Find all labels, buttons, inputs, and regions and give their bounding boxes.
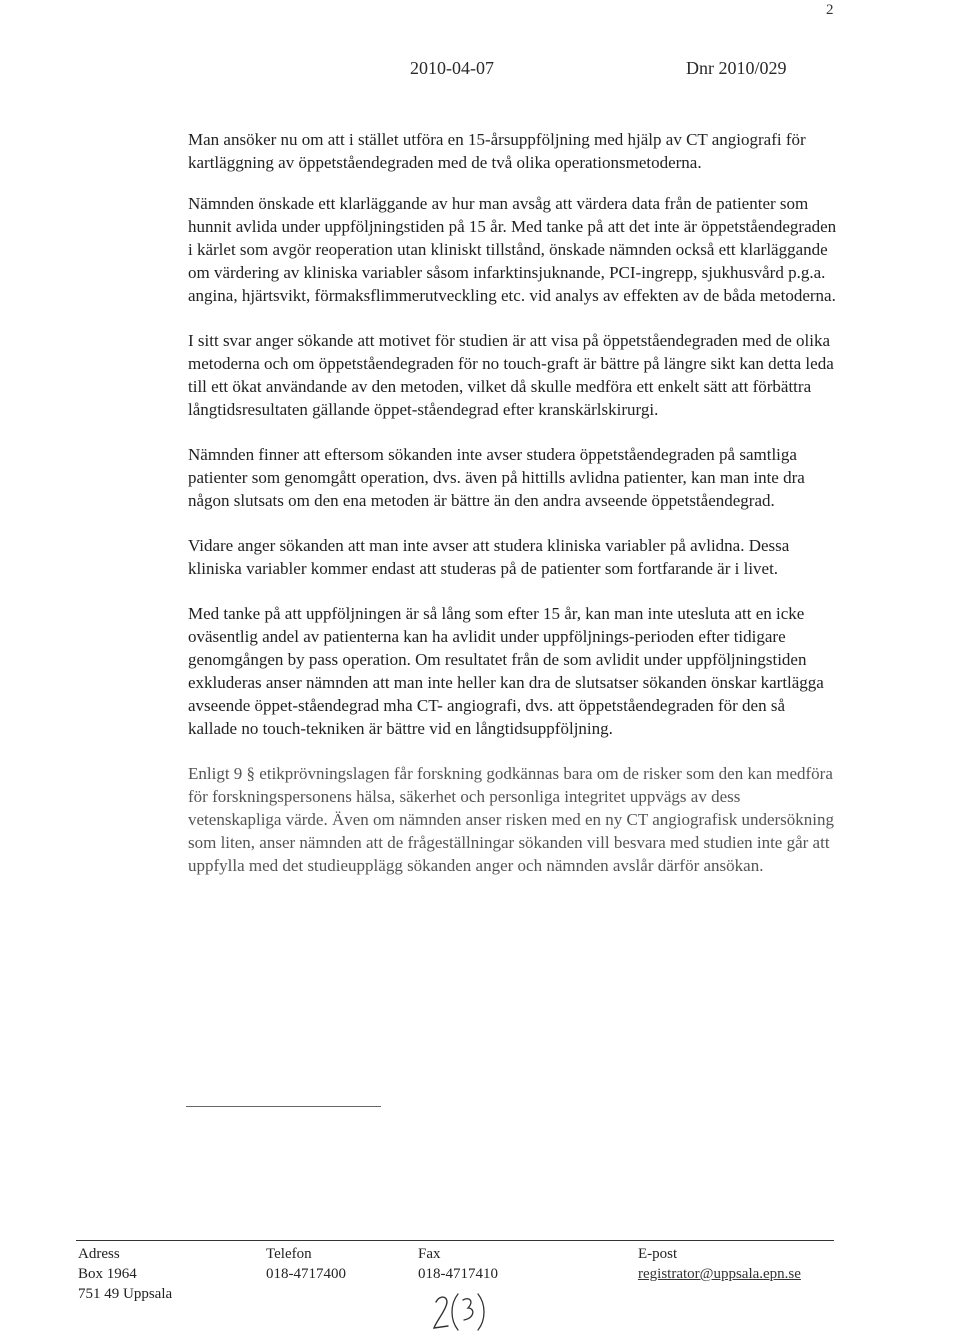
footer-email-label: E-post bbox=[638, 1246, 678, 1262]
paragraph-2: Nämnden önskade ett klarläggande av hur man avsåg att värdera data från de patienter som hunnit avlida under uppföljningstiden på 15 år. Med tanke på att det inte är öppetståendegraden i kärlet som avgör reoperation utan kliniskt tillstånd, önskade nämnden också ett klarläggande om värdering av kliniska variabler såsom infarktinsjuknande, PCI-ingrepp, sjukhusvård p.g.a. angina, hjärtsvikt, förmaksflimmerutveckling etc. vid analys av effekten av de båda metoderna. bbox=[188, 194, 837, 305]
footer-fax-value: 018-4717410 bbox=[418, 1266, 498, 1282]
footer-address-label: Adress bbox=[78, 1246, 120, 1262]
signature-line bbox=[186, 1106, 381, 1107]
paragraph-1: Man ansöker nu om att i stället utföra en 15-årsuppföljning med hjälp av CT angiografi för kartläggning av öppetståendegraden med de två olika operationsmetoderna. bbox=[188, 130, 806, 172]
footer-address-line1: Box 1964 bbox=[78, 1266, 137, 1282]
footer-divider bbox=[76, 1240, 834, 1241]
footer-fax-label: Fax bbox=[418, 1246, 441, 1262]
paragraph-6: Med tanke på att uppföljningen är så lång som efter 15 år, kan man inte utesluta att en icke oväsentlig andel av patienterna kan ha avlidit under uppföljnings-perioden efter tidigare genomgången by pass operation. Om resultatet från de som avlidit under uppföljningstiden exkluderas anser nämnden att man inte heller kan dra de slutsatser sökanden önskar kartlägga avseende öppet-ståendegrad mha CT- angiografi, dvs. att öppetståendegraden för den så kallade no touch-tekniken är bättre vid en långtidsuppföljning. bbox=[188, 604, 824, 738]
paragraph-5: Vidare anger sökanden att man inte avser att studera kliniska variabler på avlidna. Dessa kliniska variabler kommer endast att studeras på de patienter som fortfarande är i livet. bbox=[188, 536, 790, 578]
handwritten-page-mark bbox=[430, 1288, 490, 1334]
document-date: 2010-04-07 bbox=[410, 58, 494, 78]
document-reference-number: Dnr 2010/029 bbox=[686, 58, 787, 78]
page-number: 2 bbox=[826, 2, 834, 18]
footer-phone bbox=[266, 1244, 346, 1284]
paragraph-4: Nämnden finner att eftersom sökanden inte avser studera öppetståendegraden på samtliga patienter som genomgått operation, dvs. även på hittills avlidna patienter, kan man inte dra någon slutsats om den ena metoden är bättre än den andra avseende öppetståendegrad. bbox=[188, 445, 805, 510]
footer-address bbox=[78, 1244, 172, 1304]
paragraph-7: Enligt 9 § etikprövningslagen får forskning godkännas bara om de risker som den kan medföra för forskningspersonens hälsa, säkerhet och personliga integritet uppvägs av dess vetenskapliga värde. Även om nämnden anser risken med en ny CT angiografisk undersökning som liten, anser nämnden att de frågeställningar sökanden vill besvara med studien inte går att uppfylla med det studieupplägg sökanden anger och nämnden avslår därför ansökan. bbox=[188, 764, 834, 875]
document-body bbox=[188, 128, 838, 877]
footer-phone-value: 018-4717400 bbox=[266, 1266, 346, 1282]
footer-email bbox=[638, 1244, 801, 1284]
footer-email-link[interactable]: registrator@uppsala.epn.se bbox=[638, 1266, 801, 1282]
footer-phone-label: Telefon bbox=[266, 1246, 312, 1262]
footer-address-line2: 751 49 Uppsala bbox=[78, 1286, 173, 1302]
footer-fax bbox=[418, 1244, 498, 1284]
paragraph-3: I sitt svar anger sökande att motivet för studien är att visa på öppetståendegraden med de olika metoderna och om öppetståendegraden för no touch-graft är bättre på längre sikt kan detta leda till ett ökat användande av den metoden, vilket då skulle medföra ett enkelt sätt att förbättra långtidsresultaten gällande öppet-ståendegrad efter kranskärlskirurgi. bbox=[188, 331, 834, 419]
